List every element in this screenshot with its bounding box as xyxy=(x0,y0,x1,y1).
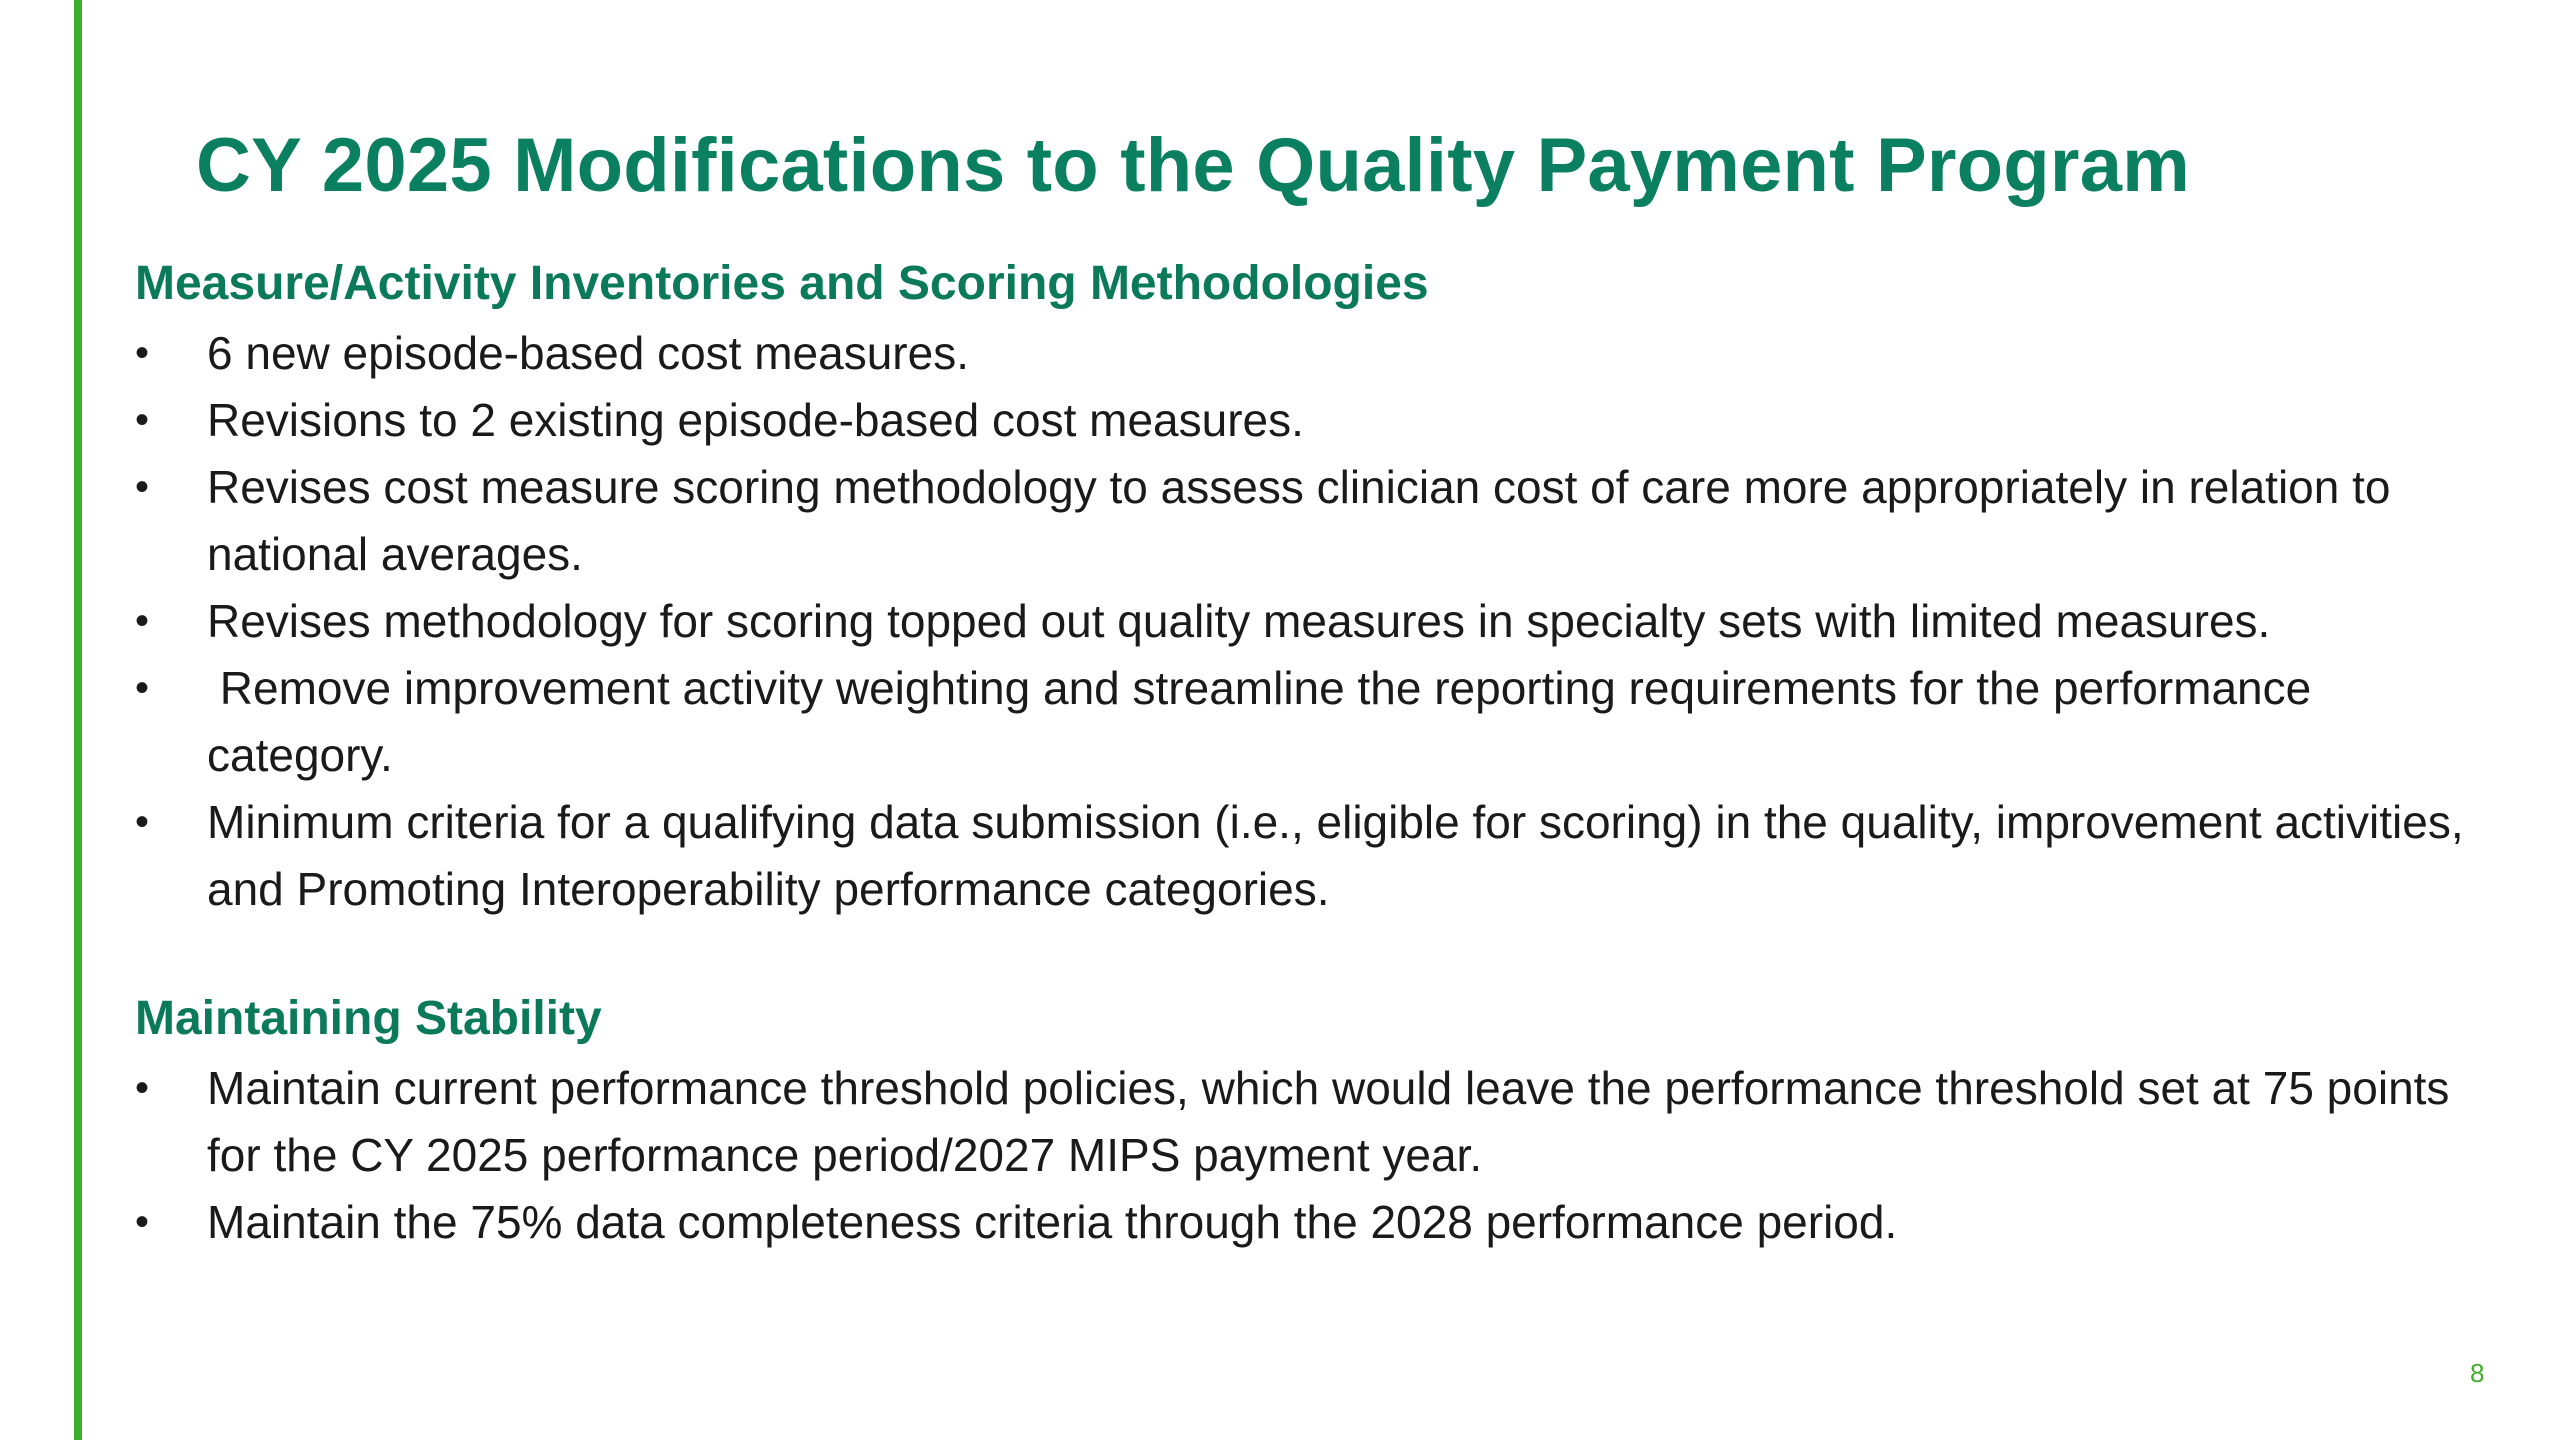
slide-title: CY 2025 Modifications to the Quality Payment Program xyxy=(196,123,2190,208)
slide-content xyxy=(135,252,2495,1256)
section-heading: Measure/Activity Inventories and Scoring Methodologies xyxy=(135,257,1429,310)
bullet-item: • Revises methodology for scoring topped out quality measures in specialty sets with limited measures. xyxy=(135,588,2495,655)
section-measure-inventories xyxy=(135,252,2495,923)
section-maintaining-stability xyxy=(135,987,2495,1256)
bullet-item: • Maintain current performance threshold policies, which would leave the performance threshold set at 75 points for the CY 2025 performance period/2027 MIPS payment year. xyxy=(135,1055,2495,1189)
bullet-item: • Minimum criteria for a qualifying data submission (i.e., eligible for scoring) in the quality, improvement activities, and Promoting Interoperability performance categories. xyxy=(135,789,2495,923)
bullet-item: • Revises cost measure scoring methodology to assess clinician cost of care more appropriately in relation to national averages. xyxy=(135,454,2495,588)
accent-bar xyxy=(74,0,82,1440)
bullet-list xyxy=(135,320,2495,923)
bullet-list xyxy=(135,1055,2495,1256)
bullet-item: • 6 new episode-based cost measures. xyxy=(135,320,2495,387)
page-number: 8 xyxy=(2470,1358,2485,1388)
bullet-item: • Revisions to 2 existing episode-based cost measures. xyxy=(135,387,2495,454)
bullet-item: • Remove improvement activity weighting and streamline the reporting requirements for the performance category. xyxy=(135,655,2495,789)
section-heading: Maintaining Stability xyxy=(135,992,602,1045)
bullet-item: • Maintain the 75% data completeness criteria through the 2028 performance period. xyxy=(135,1189,2495,1256)
